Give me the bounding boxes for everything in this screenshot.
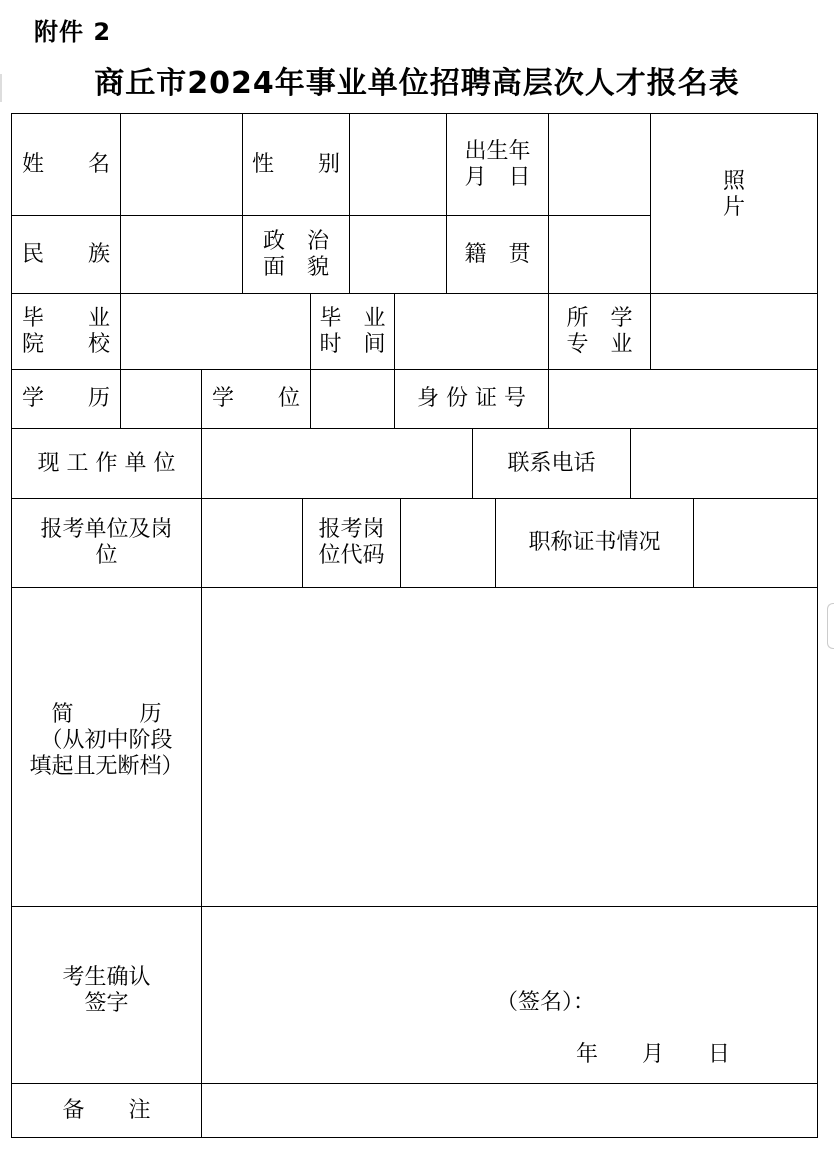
native-place-label: 籍 贯 xyxy=(464,241,531,267)
education-label: 学 历 xyxy=(21,386,110,411)
apply-unit-field[interactable] xyxy=(202,499,302,587)
graduation-time-field[interactable] xyxy=(395,294,548,369)
remarks-label: 备 注 xyxy=(62,1097,151,1123)
phone-label: 联系电话 xyxy=(507,450,596,476)
name-label: 姓 名 xyxy=(21,151,110,177)
degree-label: 学 位 xyxy=(211,386,300,411)
birth-date-label: 出生年 月 日 xyxy=(464,138,531,190)
graduation-school-field[interactable] xyxy=(121,294,310,369)
graduation-time-label: 毕 业 时 间 xyxy=(319,305,386,357)
remarks-field[interactable] xyxy=(202,1084,817,1137)
scroll-handle[interactable] xyxy=(827,603,834,649)
current-employer-label: 现 工 作 单 位 xyxy=(37,450,176,476)
photo-area[interactable]: 照 片 xyxy=(722,168,745,220)
name-field[interactable] xyxy=(121,114,242,215)
table-border-right xyxy=(817,113,818,1138)
major-label: 所 学 专 业 xyxy=(566,305,633,357)
title-certificate-label: 职称证书情况 xyxy=(528,530,661,555)
id-number-field[interactable] xyxy=(549,370,817,428)
confirm-signature-label: 考生确认 签字 xyxy=(62,965,151,1016)
ethnicity-label: 民 族 xyxy=(21,241,110,267)
attachment-label: 附件 2 xyxy=(34,18,112,46)
title-certificate-field[interactable] xyxy=(694,499,817,587)
graduation-school-label: 毕 业 院 校 xyxy=(21,305,110,357)
native-place-field[interactable] xyxy=(549,216,650,293)
id-number-label: 身 份 证 号 xyxy=(417,386,526,411)
table-border-bottom xyxy=(11,1137,818,1138)
birth-date-field[interactable] xyxy=(549,114,650,215)
ethnicity-field[interactable] xyxy=(121,216,242,293)
post-code-field[interactable] xyxy=(401,499,495,587)
gender-label: 性 别 xyxy=(251,151,340,177)
resume-field[interactable] xyxy=(202,588,817,906)
political-status-field[interactable] xyxy=(350,216,446,293)
post-code-label: 报考岗 位代码 xyxy=(318,517,385,568)
apply-unit-label: 报考单位及岗 位 xyxy=(40,517,173,568)
resume-label: 简 历 （从初中阶段 填起且无断档） xyxy=(29,702,184,779)
education-field[interactable] xyxy=(121,370,201,428)
gender-field[interactable] xyxy=(350,114,446,215)
form-title: 商丘市2024年事业单位招聘高层次人才报名表 xyxy=(94,66,740,101)
political-status-label: 政 治 面 貌 xyxy=(262,228,329,280)
major-field[interactable] xyxy=(651,294,817,369)
phone-field[interactable] xyxy=(631,429,817,498)
current-employer-field[interactable] xyxy=(202,429,472,498)
signature-label: （签名）： xyxy=(496,990,596,1015)
degree-field[interactable] xyxy=(311,370,394,428)
date-label: 年 月 日 xyxy=(576,1042,731,1067)
